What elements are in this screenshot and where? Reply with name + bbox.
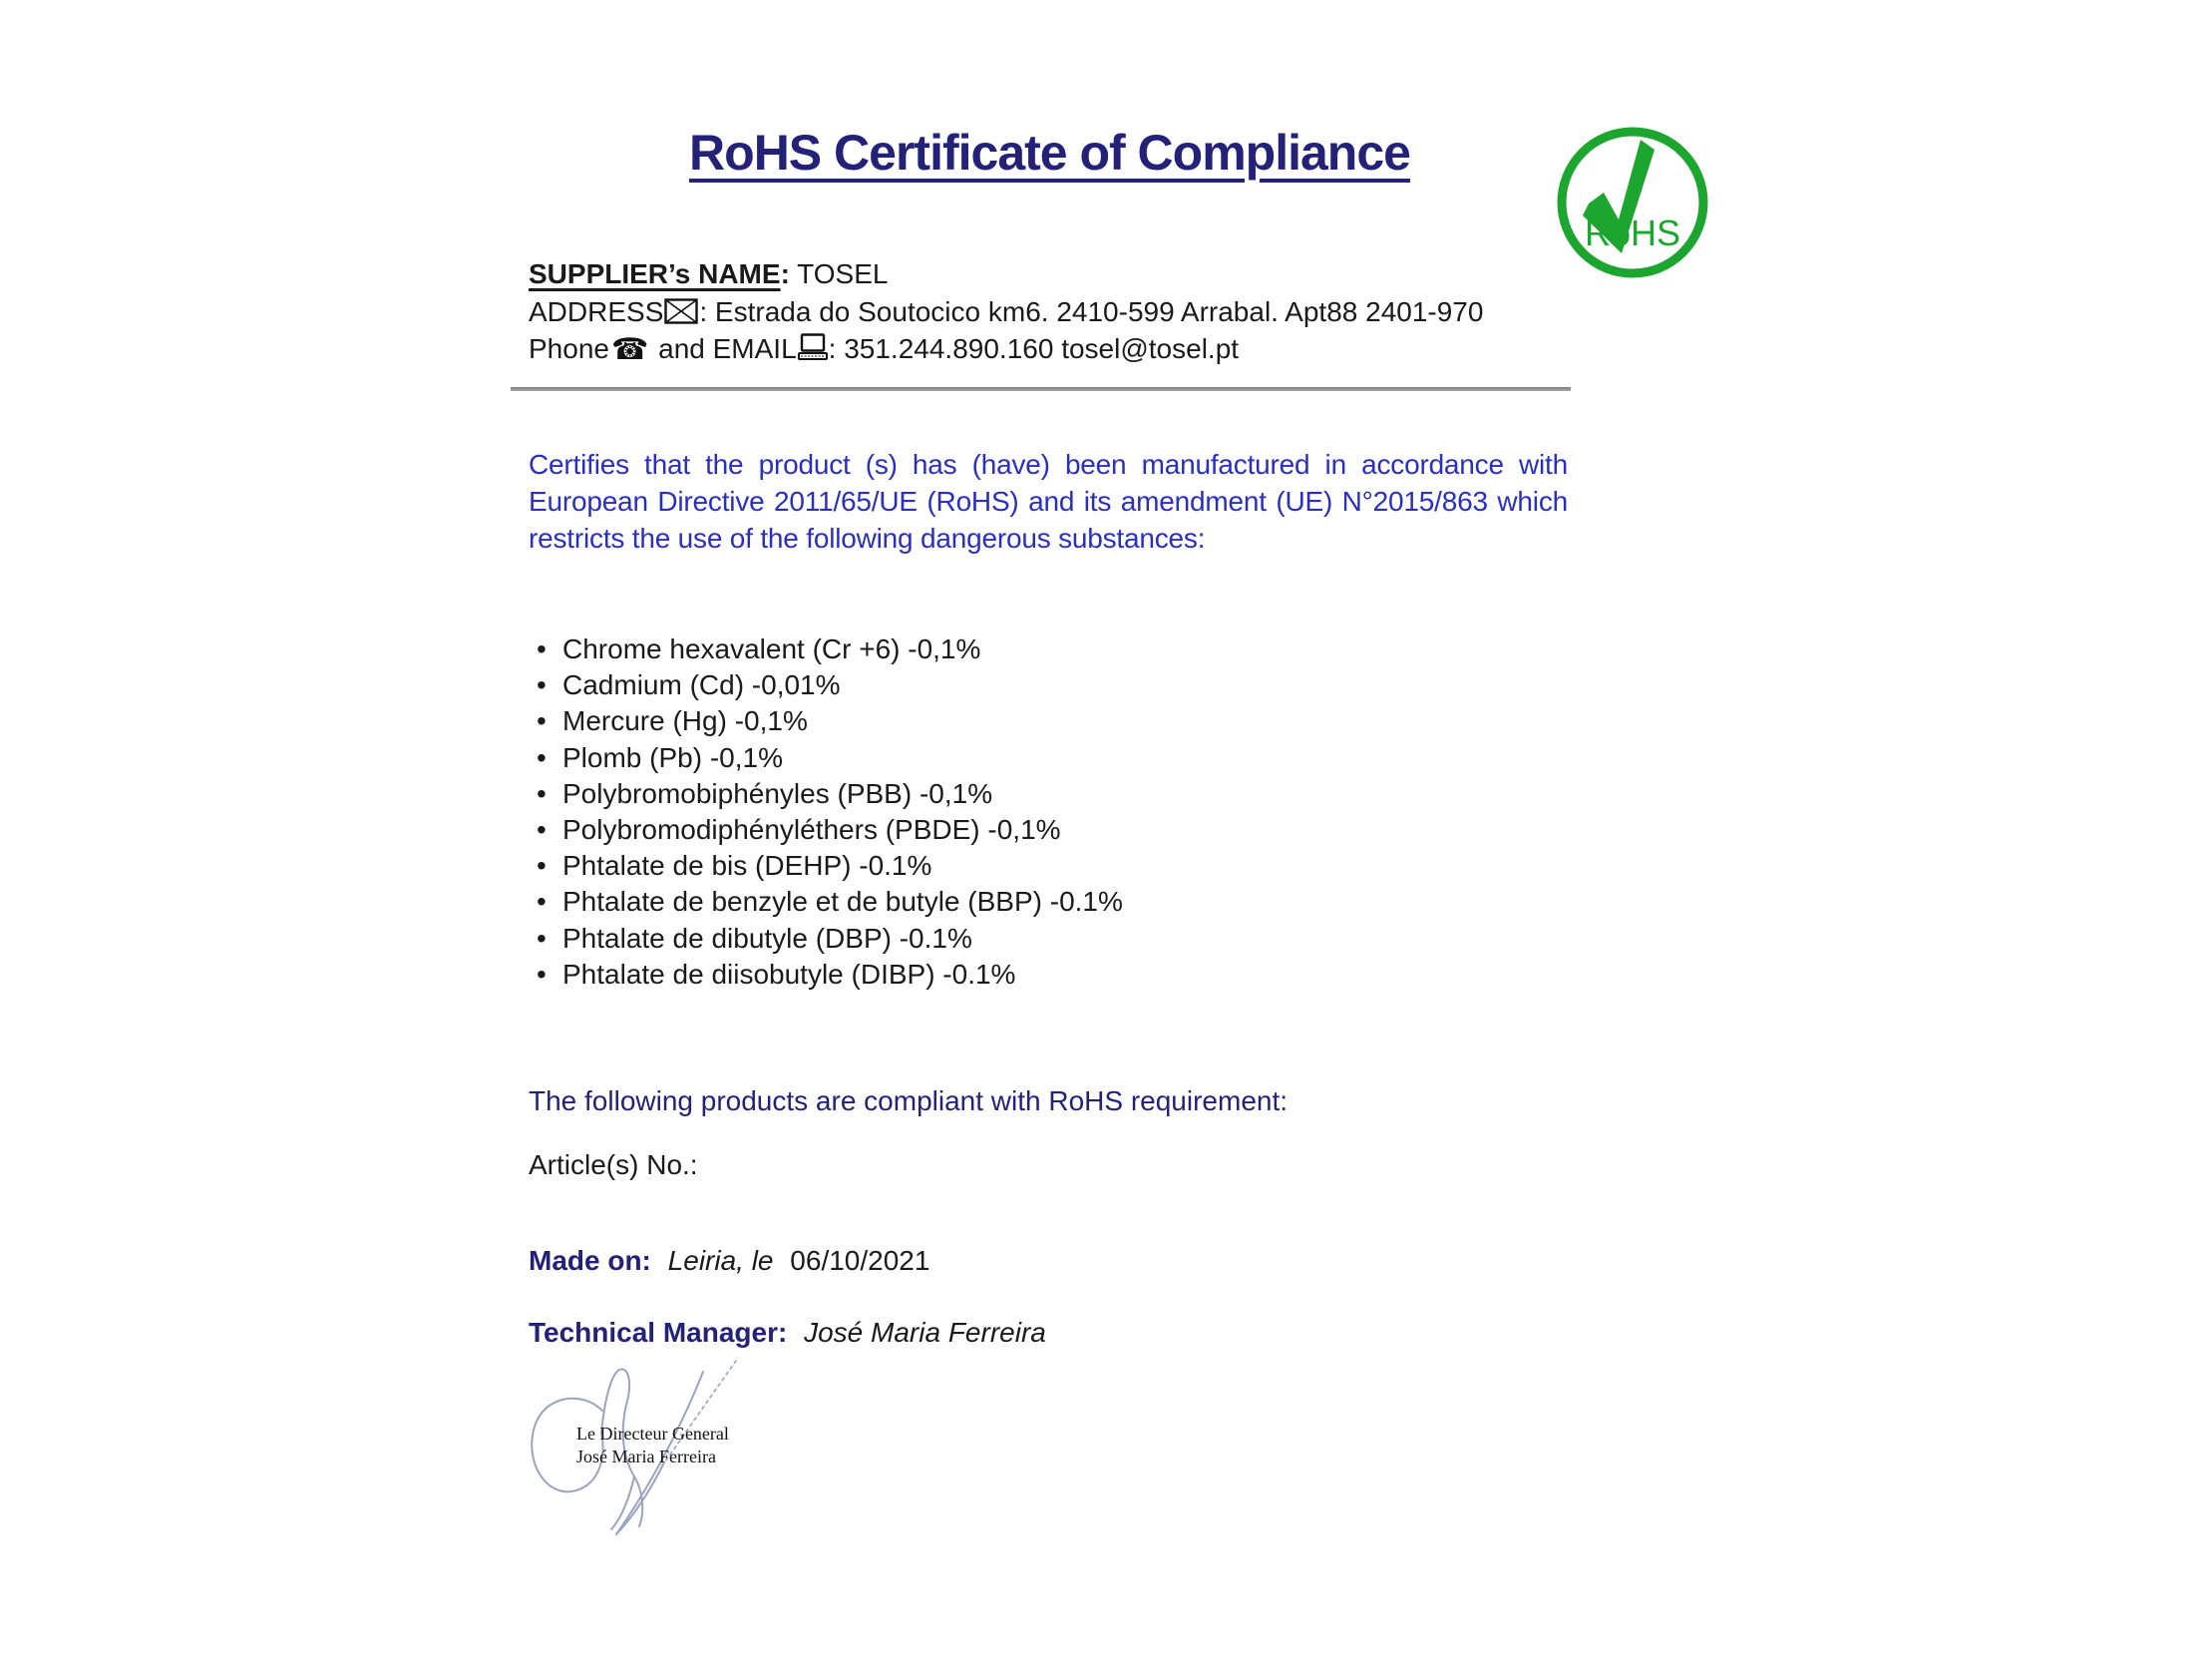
email-conj: and EMAIL bbox=[650, 333, 797, 364]
substance-item: • Phtalate de dibutyle (DBP) -0.1% bbox=[535, 921, 1123, 957]
horizontal-divider bbox=[511, 387, 1571, 391]
logo-label: RoHS bbox=[1584, 212, 1681, 253]
title-area bbox=[529, 124, 1571, 182]
substance-item: • Polybromobiphényles (PBB) -0,1% bbox=[535, 776, 1123, 812]
substance-item: • Phtalate de diisobutyle (DIBP) -0.1% bbox=[535, 957, 1123, 993]
phone-icon: ☎ bbox=[610, 332, 649, 367]
substance-item: • Cadmium (Cd) -0,01% bbox=[535, 667, 1123, 703]
substance-list bbox=[535, 631, 1123, 993]
envelope-icon bbox=[664, 298, 698, 324]
address-label: ADDRESS bbox=[529, 295, 664, 327]
substance-item: • Plomb (Pb) -0,1% bbox=[535, 740, 1123, 776]
article-number-line: Article(s) No.: bbox=[529, 1149, 698, 1180]
technical-manager-line bbox=[529, 1317, 1046, 1349]
made-on-place: Leiria, le bbox=[667, 1245, 774, 1276]
address-value: : Estrada do Soutocico km6. 2410-599 Arrabal. Apt88 2401-970 bbox=[699, 295, 1484, 327]
compliance-statement: The following products are compliant with RoHS requirement: bbox=[529, 1085, 1289, 1116]
signature-name: José Maria Ferreira bbox=[576, 1447, 716, 1466]
substance-item: • Polybromodiphényléthers (PBDE) -0,1% bbox=[535, 812, 1123, 848]
made-on-line bbox=[529, 1245, 929, 1277]
technical-manager-label: Technical Manager: bbox=[529, 1317, 788, 1348]
computer-icon bbox=[798, 333, 828, 361]
certification-line: Certifies that the product (s) has (have) been manufactured in accordance with bbox=[529, 449, 1568, 480]
certification-paragraph bbox=[529, 446, 1568, 557]
supplier-address-line bbox=[529, 293, 1626, 331]
supplier-block bbox=[529, 255, 1626, 369]
certification-line: restricts the use of the following dangerous substances: bbox=[529, 523, 1206, 554]
substance-item: • Phtalate de bis (DEHP) -0.1% bbox=[535, 848, 1123, 884]
substance-item: • Mercure (Hg) -0,1% bbox=[535, 703, 1123, 739]
made-on-date: 06/10/2021 bbox=[790, 1245, 930, 1276]
page-title: RoHS Certificate of Compliance bbox=[689, 125, 1410, 181]
supplier-name-colon: : bbox=[780, 258, 790, 289]
supplier-name-line bbox=[529, 255, 1626, 293]
made-on-label: Made on: bbox=[529, 1245, 651, 1276]
substance-item: • Chrome hexavalent (Cr +6) -0,1% bbox=[535, 631, 1123, 667]
certification-line: European Directive 2011/65/UE (RoHS) and its amendment (UE) N°2015/863 which bbox=[529, 486, 1568, 517]
signature-title: Le Directeur General bbox=[576, 1424, 729, 1444]
supplier-name-value: TOSEL bbox=[797, 258, 889, 289]
contact-value: : 351.244.890.160 tosel@tosel.pt bbox=[828, 333, 1240, 364]
supplier-name-label: SUPPLIER’s NAME bbox=[529, 258, 781, 289]
technical-manager-name: José Maria Ferreira bbox=[804, 1317, 1046, 1348]
signature-text bbox=[576, 1423, 729, 1468]
phone-label: Phone bbox=[529, 333, 609, 364]
substance-item: • Phtalate de benzyle et de butyle (BBP) -0.1% bbox=[535, 884, 1123, 920]
supplier-contact-line bbox=[529, 330, 1626, 369]
signature-area bbox=[499, 1359, 858, 1573]
